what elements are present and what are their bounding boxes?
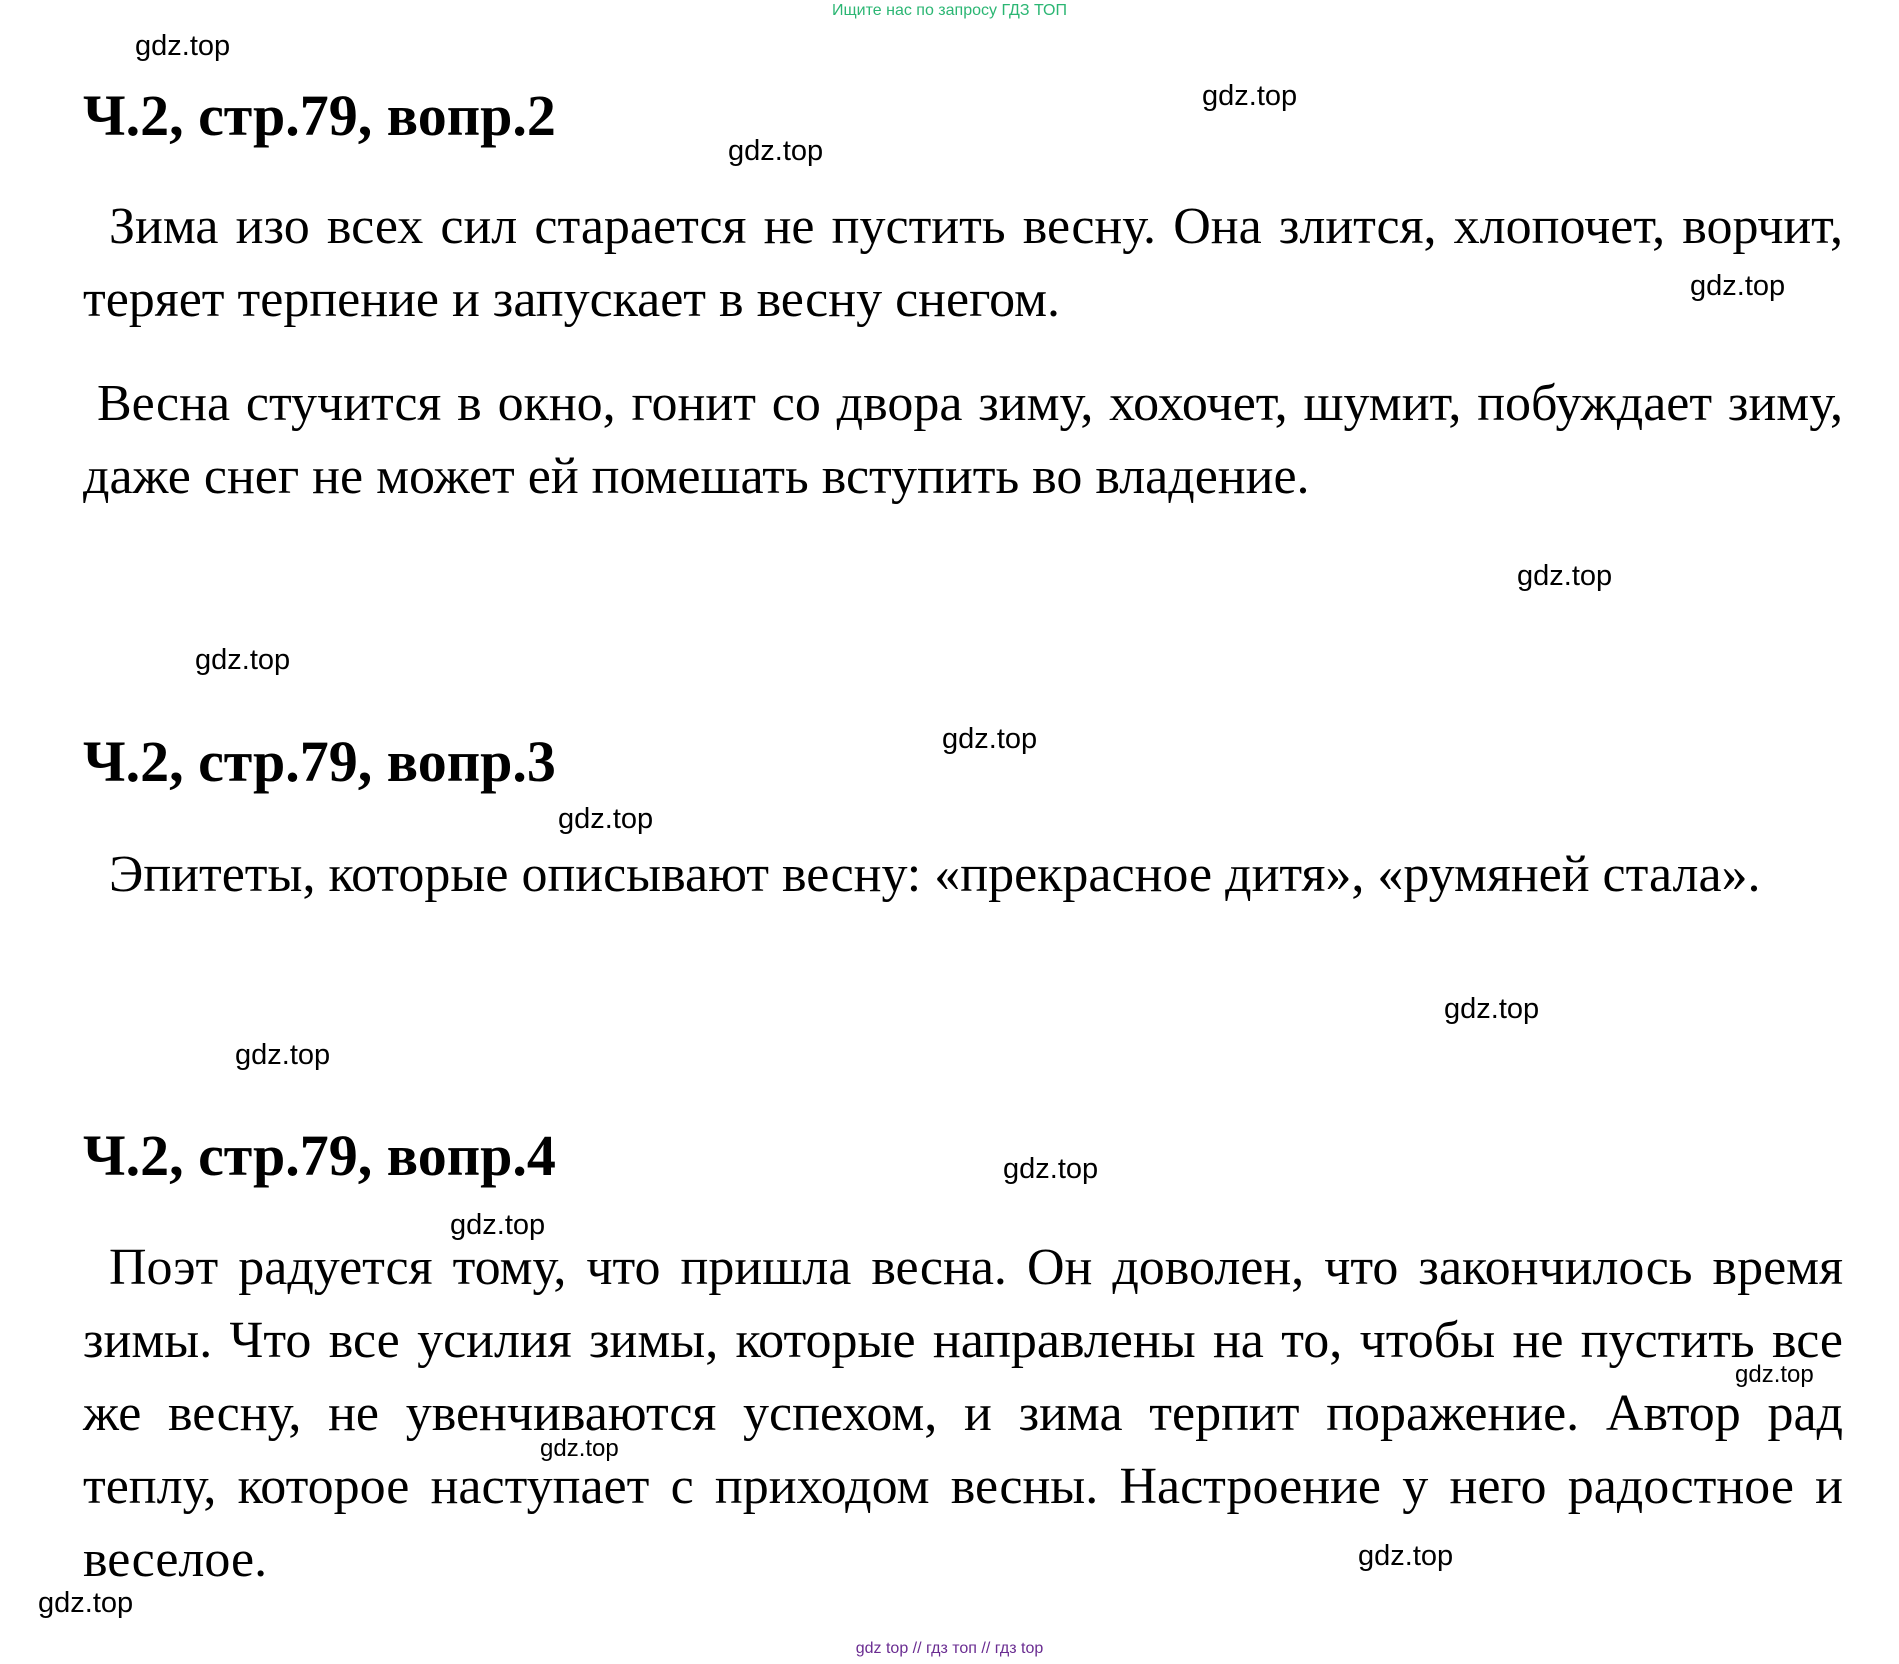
- section-heading-q2: Ч.2, стр.79, вопр.2: [83, 83, 556, 148]
- watermark: gdz.top: [450, 1209, 546, 1241]
- footer-link-gdz-top[interactable]: gdz top: [855, 1640, 909, 1657]
- footer-separator: //: [981, 1640, 991, 1657]
- paragraph-q3-1: Эпитеты, которые описывают весну: «прекрасное дитя», «румяней стала».: [109, 846, 1761, 903]
- paragraph-q2-2: Весна стучится в окно, гонит со двора зиму, хохочет, шумит, побуждает зиму, даже снег не может ей помешать вступить во владение.: [83, 375, 1843, 505]
- footer-link-gdz-top-cyr[interactable]: гдз топ: [926, 1640, 977, 1657]
- paragraph-q4-1: Поэт радуется тому, что пришла весна. Он доволен, что закончилось время зимы. Что все усилия зимы, которые направлены на то, чтобы не пустить все же весну, не увенчиваются успехом, и зима терпит поражение. Автор рад теплу, которое наступает с приходом весны. Настроение у него радостное и веселое.: [83, 1239, 1843, 1588]
- section-heading-q3: Ч.2, стр.79, вопр.3: [83, 729, 556, 794]
- paragraph-q2-1: Зима изо всех сил старается не пустить весну. Она злится, хлопочет, ворчит, теряет терпение и запускает в весну снегом.: [83, 198, 1843, 328]
- watermark: gdz.top: [558, 803, 654, 835]
- section-heading-q4: Ч.2, стр.79, вопр.4: [83, 1123, 556, 1188]
- watermark: gdz.top: [1358, 1540, 1454, 1572]
- watermark: gdz.top: [1690, 270, 1786, 302]
- watermark: gdz.top: [1444, 993, 1540, 1025]
- watermark: gdz.top: [195, 644, 291, 676]
- watermark: gdz.top: [235, 1039, 331, 1071]
- watermark: gdz.top: [38, 1587, 134, 1619]
- watermark: gdz.top: [728, 135, 824, 167]
- watermark: gdz.top: [1003, 1153, 1099, 1185]
- footer-links: [0, 1640, 1899, 1658]
- watermark: gdz.top: [1735, 1361, 1814, 1388]
- watermark: gdz.top: [1202, 80, 1298, 112]
- watermark: gdz.top: [1517, 560, 1613, 592]
- watermark: gdz.top: [942, 723, 1038, 755]
- footer-link-gdz-top-mixed[interactable]: гдз top: [994, 1640, 1044, 1657]
- watermark: gdz.top: [540, 1435, 619, 1462]
- footer-separator: //: [912, 1640, 922, 1657]
- top-banner[interactable]: Ищите нас по запросу ГДЗ ТОП: [832, 2, 1067, 19]
- watermark: gdz.top: [135, 30, 231, 62]
